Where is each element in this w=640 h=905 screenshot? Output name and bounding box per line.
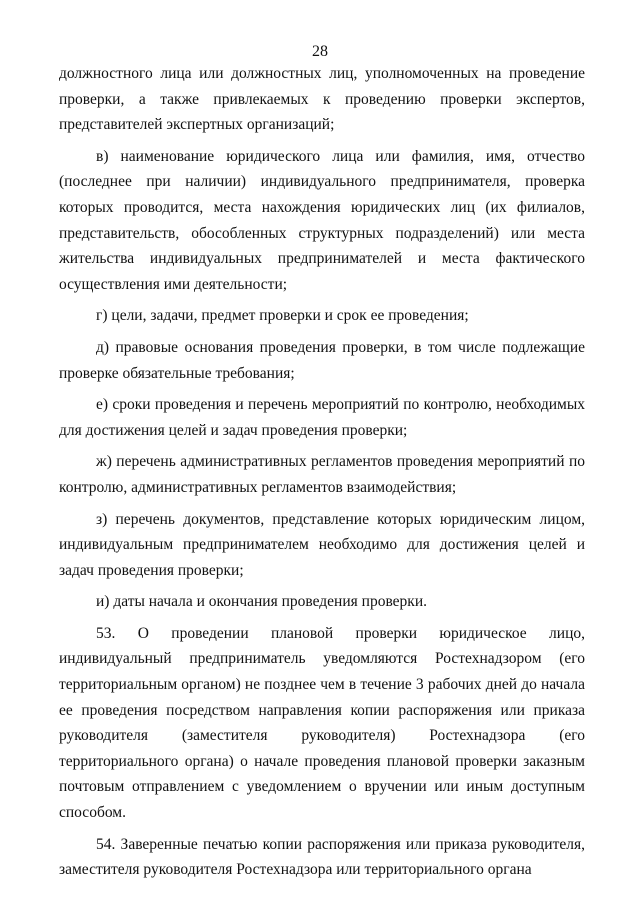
paragraph-item-z: з) перечень документов, представление которых юридическим лицом, индивидуальным предпринимателем необходимо для достижения целей и задач проведения проверки;	[59, 510, 585, 579]
document-body	[59, 61, 585, 889]
paragraph-item-d: д) правовые основания проведения проверки, в том числе подлежащие проверке обязательные требования;	[59, 338, 585, 382]
paragraph-item-g: г) цели, задачи, предмет проверки и срок ее проведения;	[96, 307, 469, 325]
paragraph-item-e: е) сроки проведения и перечень мероприятий по контролю, необходимых для достижения целей и задач проведения проверки;	[59, 396, 585, 439]
paragraph-clause-54: 54. Заверенные печатью копии распоряжения или приказа руководителя, заместителя руководителя Ростехнадзора или территориального органа	[59, 835, 585, 879]
paragraph-clause-53: 53. О проведении плановой проверки юридическое лицо, индивидуальный предприниматель уведомляются Ростехнадзором (его территориальным органом) не позднее чем в течение 3 рабочих дней до начала ее проведения посредством направления копии распоряжения или приказа руководителя (заместителя руководителя) Ростехнадзора (его территориального органа) о начале проведения плановой проверки заказным почтовым отправлением с уведомлением о вручении или иным доступным способом.	[59, 624, 585, 822]
paragraph-item-zh: ж) перечень административных регламентов проведения мероприятий по контролю, административных регламентов взаимодействия;	[59, 453, 585, 496]
paragraph-item-i: и) даты начала и окончания проведения проверки.	[96, 593, 428, 611]
page-number: 28	[312, 43, 328, 60]
paragraph-continuation: должностного лица или должностных лиц, уполномоченных на проведение проверки, а также привлекаемых к проведению проверки экспертов, представителей экспертных организаций;	[59, 65, 585, 134]
paragraph-item-v: в) наименование юридического лица или фамилия, имя, отчество (последнее при наличии) индивидуального предпринимателя, проверка которых проводится, места нахождения юридических лиц (их филиалов, представительств, обособленных структурных подразделений) или места жительства индивидуальных предпринимателей и места фактического осуществления ими деятельности;	[59, 147, 585, 293]
